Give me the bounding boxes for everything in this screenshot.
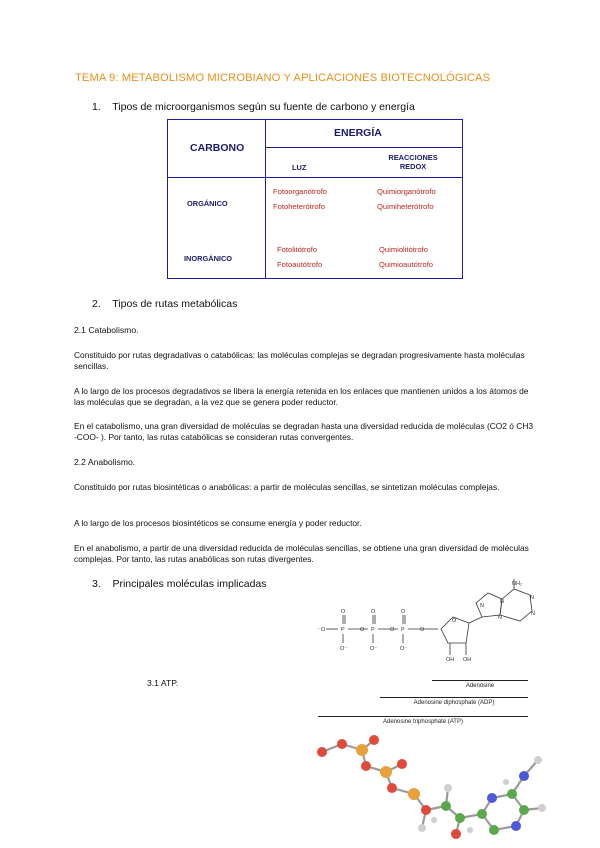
section-1-heading: [92, 101, 415, 113]
svg-text:O: O: [401, 609, 406, 615]
cell-fotoorganotrofo: Fotoorganótrofo: [273, 187, 328, 196]
cell-fotolitotrofo: Fotolitótrofo: [277, 245, 318, 254]
svg-text:O: O: [371, 609, 376, 615]
carbon-energy-table: [167, 119, 463, 279]
svg-text:O: O: [341, 609, 346, 615]
section-1-number: 1.: [92, 101, 101, 113]
svg-text:O: O: [420, 627, 425, 633]
caption-atp: Adenosine triphosphate (ATP): [383, 719, 463, 725]
svg-text:N: N: [498, 615, 502, 621]
cell-inorganico-luz: [277, 242, 322, 272]
header-reacciones-redox: [381, 153, 445, 171]
svg-text:N: N: [530, 595, 534, 601]
svg-text:P: P: [401, 627, 405, 633]
svg-text:O: O: [360, 627, 365, 633]
cell-quimiheterotrofo: Quimiheterótrofo: [377, 202, 434, 211]
atp-3d-model-image: [310, 730, 550, 845]
section-3-heading: [92, 578, 267, 590]
svg-text:N: N: [531, 611, 535, 617]
svg-text:O⁻: O⁻: [340, 646, 348, 652]
cell-fotoheterotrofo: Fotoheterótrofo: [273, 202, 325, 211]
section-2-number: 2.: [92, 298, 101, 310]
section-2-text: Tipos de rutas metabólicas: [112, 298, 238, 310]
row-organico: ORGÁNICO: [187, 199, 228, 208]
atp-structure-diagram: [316, 577, 546, 677]
anabolismo-paragraph-2: A lo largo de los procesos biosintéticos se consume energía y poder reductor.: [74, 518, 362, 528]
page-title: TEMA 9: METABOLISMO MICROBIANO Y APLICACIONES BIOTECNOLÓGICAS: [75, 72, 491, 84]
catabolismo-paragraph-2: A lo largo de los procesos degradativos se libera la energía retenida en los enlaces que mantienen unidos a los átomos de las moléculas que se degradan, a la vez que se genera poder reductor.: [74, 386, 529, 407]
section-2-heading: [92, 298, 237, 310]
section-3-number: 3.: [92, 578, 101, 590]
cell-inorganico-redox: [379, 242, 433, 272]
atp-bracket: [318, 716, 528, 717]
svg-text:O: O: [452, 618, 457, 624]
cell-quimioautotrofo: Quimioautótrofo: [379, 260, 434, 269]
catabolismo-paragraph-3: En el catabolismo, una gran diversidad de moléculas se degradan hasta una diversidad reducida de moléculas (CO2 ó CH3 -COO- ). Por tanto, las rutas catabólicas se consideran rutas convergentes.: [74, 421, 534, 442]
anabolismo-paragraph-3: En el anabolismo, a partir de una diversidad reducida de moléculas sencillas, se obtiene una gran diversidad de moléculas complejas. Por tanto, las rutas anabólicas son rutas divergentes.: [74, 543, 529, 564]
header-luz: LUZ: [292, 163, 307, 172]
atp-label: 3.1 ATP.: [147, 678, 179, 688]
cell-organico-redox: [377, 184, 436, 214]
adenosine-bracket: [432, 680, 528, 681]
cell-organico-luz: [273, 184, 327, 214]
svg-text:O⁻: O⁻: [400, 646, 408, 652]
adp-bracket: [380, 697, 528, 698]
svg-text:P: P: [341, 627, 345, 633]
header-carbono: CARBONO: [190, 142, 245, 154]
svg-text:N: N: [480, 603, 484, 609]
cell-fotoautotrofo: Fotoautótrofo: [277, 260, 323, 269]
header-energia: ENERGÍA: [334, 127, 382, 139]
svg-text:P: P: [371, 627, 375, 633]
catabolismo-paragraph-1: Constituido por rutas degradativas o catabólicas: las moléculas complejas se degradan progresivamente hasta moléculas sencillas.: [74, 350, 525, 371]
svg-text:⁻O: ⁻O: [318, 627, 326, 633]
caption-adp: Adenosine diphosphate (ADP): [413, 700, 495, 706]
caption-adenosine: Adenosine: [465, 683, 495, 689]
svg-text:O: O: [390, 627, 395, 633]
row-inorganico: INORGÁNICO: [184, 254, 233, 263]
anabolismo-heading: 2.2 Anabolismo.: [74, 457, 136, 467]
oh-label-2: OH: [463, 657, 472, 663]
svg-text:O⁻: O⁻: [370, 646, 378, 652]
nh2-label: NH₂: [512, 581, 523, 587]
anabolismo-paragraph-1: Constituido por rutas biosintéticas o anabólicas: a partir de moléculas sencillas, se sintetizan moléculas complejas.: [74, 482, 500, 492]
cell-quimiorganotrofo: Quimiorganótrofo: [377, 187, 436, 196]
section-1-text: Tipos de microorganismos según su fuente de carbono y energía: [112, 101, 415, 113]
header-redox: REDOX: [399, 162, 427, 171]
header-reacciones: REACCIONES: [388, 153, 438, 162]
catabolismo-heading: 2.1 Catabolismo.: [74, 325, 139, 335]
oh-label-1: OH: [446, 657, 455, 663]
cell-quimiolitotrofo: Quimiolitótrofo: [379, 245, 428, 254]
svg-text:N: N: [500, 599, 504, 605]
section-3-text: Principales moléculas implicadas: [112, 578, 267, 590]
